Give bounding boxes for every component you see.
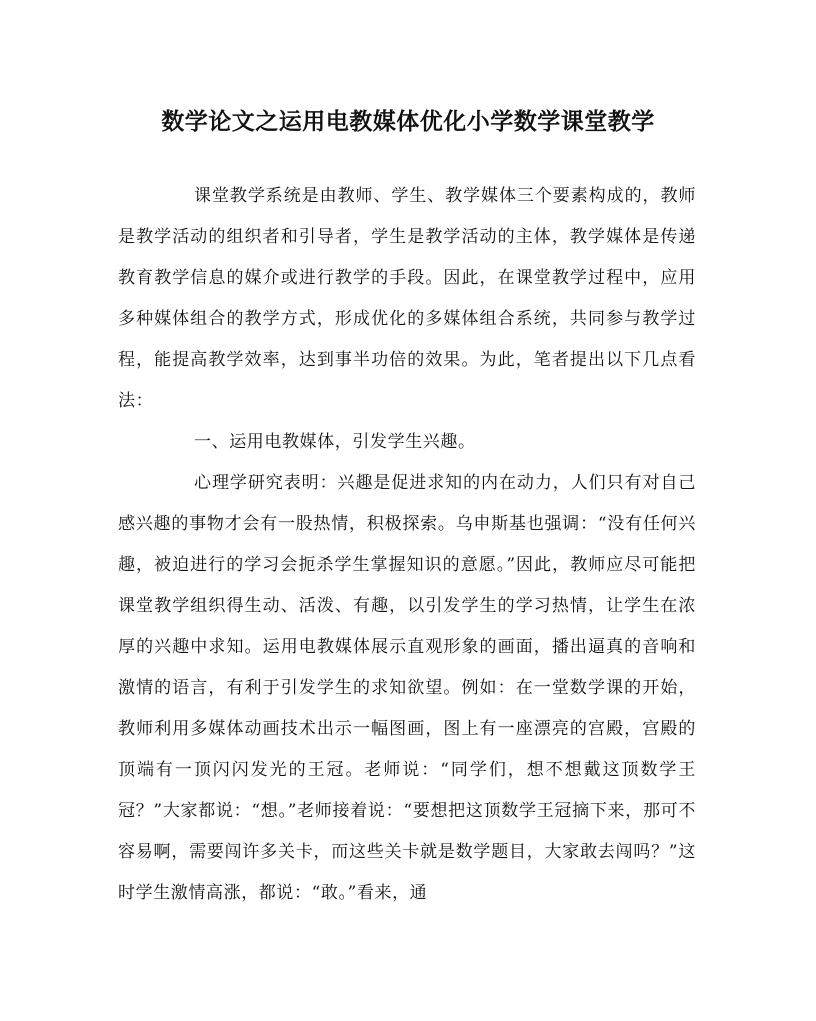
document-title: 数学论文之运用电教媒体优化小学数学课堂教学 bbox=[161, 108, 655, 135]
section-heading-1: 一、运用电教媒体，引发学生兴趣。 bbox=[194, 432, 476, 452]
document-body bbox=[118, 176, 696, 914]
paragraph-section-1: 心理学研究表明：兴趣是促进求知的内在动力，人们只有对自己感兴趣的事物才会有一股热情，积极探索。乌申斯基也强调：“没有任何兴趣，被迫进行的学习会扼杀学生掌握知识的意愿。”因此，教师应尽可能把课堂教学组织得生动、活泼、有趣，以引发学生的学习热情，让学生在浓厚的兴趣中求知。运用电教媒体展示直观形象的画面，播出逼真的音响和激情的语言，有利于引发学生的求知欲望。例如：在一堂数学课的开始，教师利用多媒体动画技术出示一幅图画，图上有一座漂亮的宫殿，宫殿的顶端有一顶闪闪发光的王冠。老师说：“同学们，想不想戴这顶数学王冠？”大家都说：“想。”老师接着说：“要想把这顶数学王冠摘下来，那可不容易啊，需要闯许多关卡，而这些关卡就是数学题目，大家敢去闯吗？”这时学生激情高涨，都说：“敢。”看来，通 bbox=[118, 473, 696, 903]
paragraph-intro: 课堂教学系统是由教师、学生、教学媒体三个要素构成的，教师是教学活动的组织者和引导者，学生是教学活动的主体，教学媒体是传递教育教学信息的媒介或进行教学的手段。因此，在课堂教学过程中，应用多种媒体组合的教学方式，形成优化的多媒体组合系统，共同参与教学过程，能提高教学效率，达到事半功倍的效果。为此，笔者提出以下几点看法： bbox=[118, 186, 696, 411]
